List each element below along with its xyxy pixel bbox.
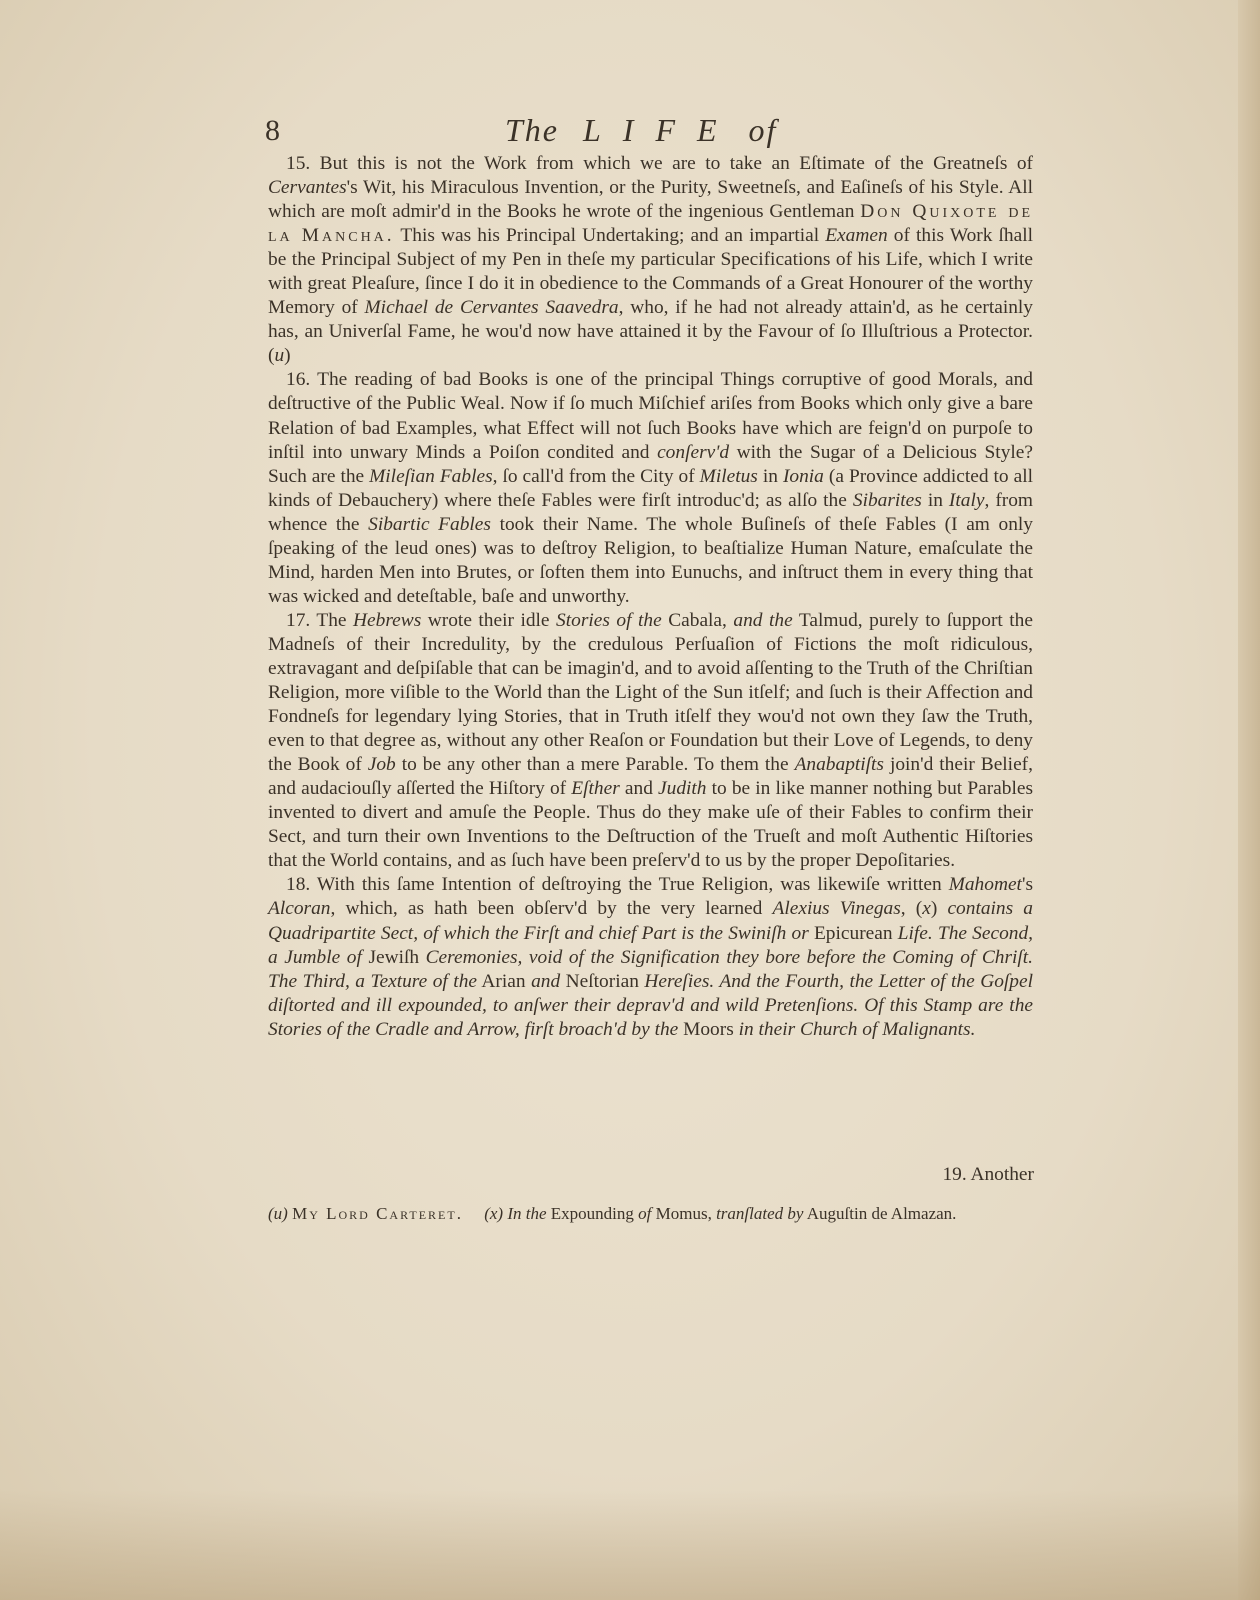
text-run: 15. But this is not the Work from which we are to take an Eſtimate of the Greatneſs of: [286, 153, 1033, 174]
text-run-italic: Stories of the: [556, 609, 662, 631]
text-run: (a Province addicted to all kinds of Debauchery) where theſe Fables were firſt introduc'd; as alſo the: [268, 465, 1034, 511]
text-run: ): [930, 898, 948, 920]
text-run-italic: Michael de Cervantes Saavedra: [364, 297, 619, 319]
text-run: ): [284, 345, 291, 367]
footnote-x-text: In the: [507, 1204, 547, 1223]
text-run-italic: conſerv'd: [657, 441, 730, 463]
text-run: to be any other than a mere Parable. To them the: [395, 754, 795, 776]
text-run: and: [619, 778, 659, 800]
text-run: with the Sugar of a Delicious Style? Such are the: [268, 441, 1033, 487]
text-run: Epicurean: [808, 922, 898, 944]
text-run-italic: Mahomet: [948, 874, 1022, 896]
footnote-u-text: My Lord Carteret.: [292, 1204, 463, 1223]
running-title-prefix: The: [505, 112, 559, 148]
text-run: This was his Principal Undertaking; and an impartial: [394, 225, 826, 247]
text-run-italic: Job: [367, 754, 396, 776]
text-run-italic: Sibarites: [852, 489, 922, 511]
text-run: 17. The: [286, 609, 354, 631]
text-run-italic: Cervantes: [268, 177, 347, 199]
footnote-mark-x: (x): [484, 1204, 504, 1223]
text-run: wrote their idle: [421, 609, 557, 631]
text-run: took their Name. The whole Buſineſs of theſe Fables (I am only ſpeaking of the leud ones) was to deſtroy Religion, to beaſtialize Human Nature, emaſculate the Mind, harden Men into Brutes, or ſoften them into Eunuchs, and inſtruct them in every thing that was wicked and deteſtable, baſe and unworthy.: [268, 513, 1033, 607]
footnote-x-text: Momus,: [655, 1204, 712, 1223]
text-run-italic: in their Church of Malignants.: [738, 1018, 976, 1040]
catchword: 19. Another: [942, 1164, 1034, 1185]
text-run: Neſtorian: [560, 970, 645, 992]
text-run-italic: Mileſian Fables: [369, 465, 493, 487]
paragraph-16: [268, 368, 1033, 608]
text-run: , ſo call'd from the City of: [492, 465, 700, 487]
footnote-ref-x: x: [922, 898, 931, 920]
text-run: Jewiſh: [361, 946, 426, 968]
page-shadow: [0, 1490, 1260, 1600]
body-text: [268, 152, 1033, 1042]
text-run-italic: Italy: [948, 489, 985, 511]
text-run: 18. With this ſame Intention of deſtroying the True Religion, was likewiſe written: [286, 874, 949, 896]
text-run: join'd their Belief, and audaciouſly aſſerted the Hiſtory of: [268, 754, 1033, 800]
text-run: , which, as hath been obſerv'd by the very learned: [330, 898, 773, 920]
text-run-italic: Eſther: [571, 778, 620, 800]
text-run-italic: Hereſies. And the Fourth, the Letter of the Goſpel diſtorted and ill expounded, to anſwer their deprav'd and wild Pretenſions. Of this Stamp are the Stories of the Cradle and Arrow, firſt broach'd by the: [268, 970, 1033, 1040]
text-run: to be in like manner nothing but Parables invented to divert and amuſe the People. Thus do they make uſe of their Fables to confirm their Sect, and turn their own Inventions to the Deſtruction of the Trueſt and moſt Authentic Hiſtories that the World contains, and as ſuch have been preſerv'd to us by the proper Depoſitaries.: [268, 778, 1034, 872]
footnote-mark-u: (u): [268, 1204, 288, 1223]
text-run: , who, if he had not already attain'd, as he certainly has, an Univerſal Fame, he wou'd now have attained it by the Favour of ſo Illuſtrious a Protector. (: [268, 297, 1034, 367]
footnote-x-author: Auguſtin de Almazan.: [806, 1204, 957, 1223]
footnote-x-text: tranſlated by: [716, 1204, 804, 1223]
text-run: , (: [900, 898, 923, 920]
footnotes: [268, 1203, 1033, 1225]
text-run: of this Work ſhall be the Principal Subject of my Pen in theſe my particular Specifications of his Life, which I write with great Pleaſure, ſince I do it in obedience to the Commands of a Great Honourer of the worthy Memory of: [268, 225, 1033, 319]
text-run: Talmud, purely to ſupport the Madneſs of their Incredulity, by the credulous Perſuaſion of Fictions the moſt ridiculous, extravagant and deſpiſable that can be imagin'd, and to avoid aſſenting to the Truth of the Chriſtian Religion, more viſible to the World than the Light of the Sun itſelf; and ſuch is their Affection and Fondneſs for legendary lying Stories, that in Truth itſelf they wou'd not own they ſaw the Truth, even to that degree as, without any other Reaſon or Foundation but their Love of Legends, to deny the Book of: [268, 609, 1033, 776]
text-run: 16. The reading of bad Books is one of the principal Things corruptive of good Morals, and deſtructive of the Public Weal. Now if ſo much Miſchief ariſes from Books which only give a bare Relation of bad Examples, what Effect will not ſuch Books have which are feign'd on purpoſe to inſtil into unwary Minds a Poiſon condited and: [268, 369, 1033, 463]
running-title-suffix: of: [748, 112, 778, 148]
text-run: in: [757, 465, 783, 487]
paragraph-18: [268, 873, 1033, 1041]
running-title-main: LIFE: [583, 112, 739, 148]
text-run-italic: Anabaptiſts: [794, 754, 884, 776]
running-title: [505, 112, 777, 149]
running-header: [265, 112, 1035, 152]
text-run-italic: Sibartic Fables: [368, 513, 491, 535]
text-run-italic: Judith: [658, 778, 707, 800]
text-run-italic: Examen: [825, 225, 888, 247]
page-edge: [1238, 0, 1260, 1600]
footnote-ref-u: u: [274, 345, 285, 367]
text-run-italic: Alexius Vinegas: [772, 898, 901, 920]
footnote-x-text: Expounding: [550, 1204, 634, 1223]
text-run-italic: Miletus: [699, 465, 758, 487]
text-run-italic: contains a Quadripartite Sect, of which the Firſt and chief Part is the Swiniſh or: [268, 898, 1034, 944]
text-run-italic: Life. The Second, a Jumble of: [268, 922, 1034, 968]
text-run-italic: Alcoran: [268, 898, 331, 920]
text-run: Arian: [477, 970, 532, 992]
text-run: 's: [1021, 874, 1033, 896]
text-run-smallcaps: Don Quixote de la Mancha.: [268, 201, 1033, 247]
text-run-italic: Hebrews: [353, 609, 422, 631]
text-run: in: [921, 489, 949, 511]
page-number: 8: [265, 114, 280, 147]
paragraph-17: [268, 609, 1033, 874]
text-run: Moors: [678, 1018, 739, 1040]
text-run-italic: Ceremonies, void of the Signification they bore before the Coming of Chriſt. The Third, a Texture of the: [268, 946, 1034, 992]
text-run: , from whence the: [268, 489, 1034, 535]
footnote-x-text: of: [638, 1204, 652, 1223]
text-run-italic: and the: [733, 609, 793, 631]
text-run: 's Wit, his Miraculous Invention, or the Purity, Sweetneſs, and Eaſineſs of his Style. All which are moſt admir'd in the Books he wrote of the ingenious Gentleman: [268, 177, 1033, 223]
paragraph-15: [268, 152, 1033, 368]
text-run: Cabala,: [661, 609, 734, 631]
text-run-italic: Ionia: [782, 465, 824, 487]
text-run-italic: and: [531, 970, 561, 992]
